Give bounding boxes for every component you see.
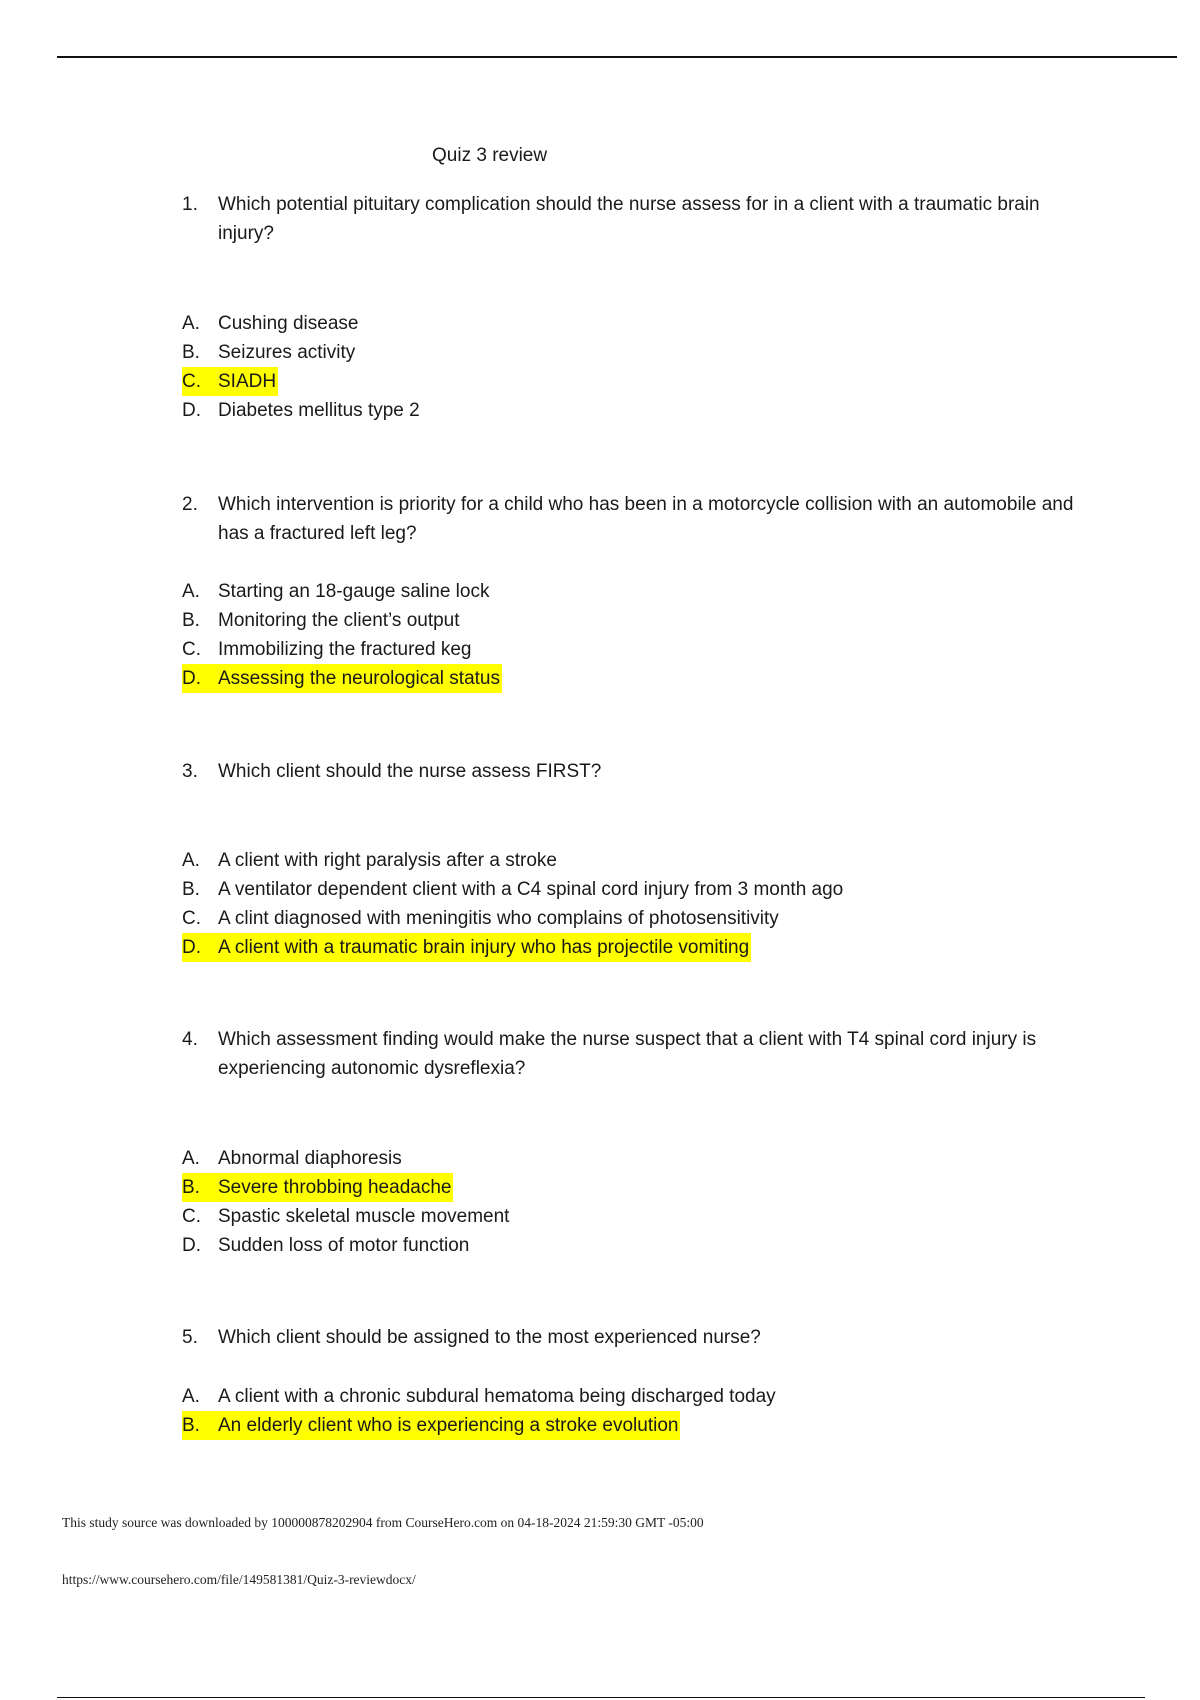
highlighted-answer: D. A client with a traumatic brain injury who has projectile vomiting — [182, 933, 751, 962]
option-text: Immobilizing the fractured keg — [218, 639, 472, 660]
option-4b — [182, 1173, 511, 1202]
options-question-4 — [182, 1144, 511, 1260]
top-divider — [57, 56, 1177, 58]
download-notice: This study source was downloaded by 100000878202904 from CourseHero.com on 04-18-2024 21:59:30 GMT -05:00 — [62, 1515, 704, 1530]
options-question-3 — [182, 846, 845, 962]
question-3 — [182, 757, 1082, 786]
option-text: SIADH — [218, 371, 277, 392]
option-3c: C. A clint diagnosed with meningitis who complains of photosensitivity — [182, 908, 779, 929]
option-text: A client with a chronic subdural hematoma being discharged today — [218, 1386, 776, 1407]
options-question-1 — [182, 309, 422, 425]
option-3b: B. A ventilator dependent client with a C4 spinal cord injury from 3 month ago — [182, 879, 844, 900]
option-text: Diabetes mellitus type 2 — [218, 400, 420, 421]
option-text: A client with right paralysis after a stroke — [218, 850, 557, 871]
option-2b: B. Monitoring the client’s output — [182, 610, 460, 631]
option-1a: A. Cushing disease — [182, 313, 359, 334]
question-text: Which assessment finding would make the nurse suspect that a client with T4 spinal cord injury is experiencing autonomic dysreflexia? — [218, 1029, 1037, 1079]
option-4c: C. Spastic skeletal muscle movement — [182, 1206, 510, 1227]
option-5b — [182, 1411, 778, 1440]
option-text: Cushing disease — [218, 313, 359, 334]
highlighted-answer: B. Severe throbbing headache — [182, 1173, 453, 1202]
option-2a: A. Starting an 18-gauge saline lock — [182, 581, 490, 602]
document-title: Quiz 3 review — [432, 145, 548, 166]
option-3d — [182, 933, 845, 962]
option-3a: A. A client with right paralysis after a stroke — [182, 850, 557, 871]
option-text: Starting an 18-gauge saline lock — [218, 581, 490, 602]
option-text: An elderly client who is experiencing a stroke evolution — [218, 1415, 679, 1436]
option-text: Sudden loss of motor function — [218, 1235, 470, 1256]
option-1d: D. Diabetes mellitus type 2 — [182, 400, 420, 421]
option-1c — [182, 367, 422, 396]
question-number: 1. — [182, 194, 198, 215]
question-number: 2. — [182, 494, 198, 515]
source-url: https://www.coursehero.com/file/149581381/Quiz-3-reviewdocx/ — [62, 1572, 416, 1587]
option-text: Seizures activity — [218, 342, 356, 363]
question-5 — [182, 1323, 1082, 1352]
highlighted-answer: B. An elderly client who is experiencing a stroke evolution — [182, 1411, 680, 1440]
bottom-divider — [57, 1697, 1145, 1698]
option-text: A ventilator dependent client with a C4 spinal cord injury from 3 month ago — [218, 879, 844, 900]
option-text: Abnormal diaphoresis — [218, 1148, 402, 1169]
options-question-5 — [182, 1382, 778, 1440]
option-2c: C. Immobilizing the fractured keg — [182, 639, 472, 660]
option-5a: A. A client with a chronic subdural hematoma being discharged today — [182, 1386, 776, 1407]
highlighted-answer: C. SIADH — [182, 367, 278, 396]
option-4a: A. Abnormal diaphoresis — [182, 1148, 402, 1169]
question-text: Which client should the nurse assess FIRST? — [218, 761, 602, 782]
question-number: 4. — [182, 1029, 198, 1050]
question-4 — [182, 1025, 1082, 1083]
option-text: A clint diagnosed with meningitis who complains of photosensitivity — [218, 908, 779, 929]
question-text: Which potential pituitary complication should the nurse assess for in a client with a traumatic brain injury? — [218, 194, 1040, 244]
question-number: 5. — [182, 1327, 198, 1348]
option-text: Assessing the neurological status — [218, 668, 500, 689]
option-1b: B. Seizures activity — [182, 342, 356, 363]
option-text: Spastic skeletal muscle movement — [218, 1206, 510, 1227]
option-2d — [182, 664, 502, 693]
highlighted-answer: D. Assessing the neurological status — [182, 664, 502, 693]
question-text: Which client should be assigned to the most experienced nurse? — [218, 1327, 761, 1348]
option-text: A client with a traumatic brain injury who has projectile vomiting — [218, 937, 750, 958]
option-4d: D. Sudden loss of motor function — [182, 1235, 470, 1256]
option-text: Monitoring the client’s output — [218, 610, 460, 631]
options-question-2 — [182, 577, 502, 693]
option-text: Severe throbbing headache — [218, 1177, 452, 1198]
question-text: Which intervention is priority for a child who has been in a motorcycle collision with an automobile and has a fractured left leg? — [218, 494, 1074, 544]
question-number: 3. — [182, 761, 198, 782]
question-1 — [182, 190, 1082, 248]
question-2 — [182, 490, 1082, 548]
